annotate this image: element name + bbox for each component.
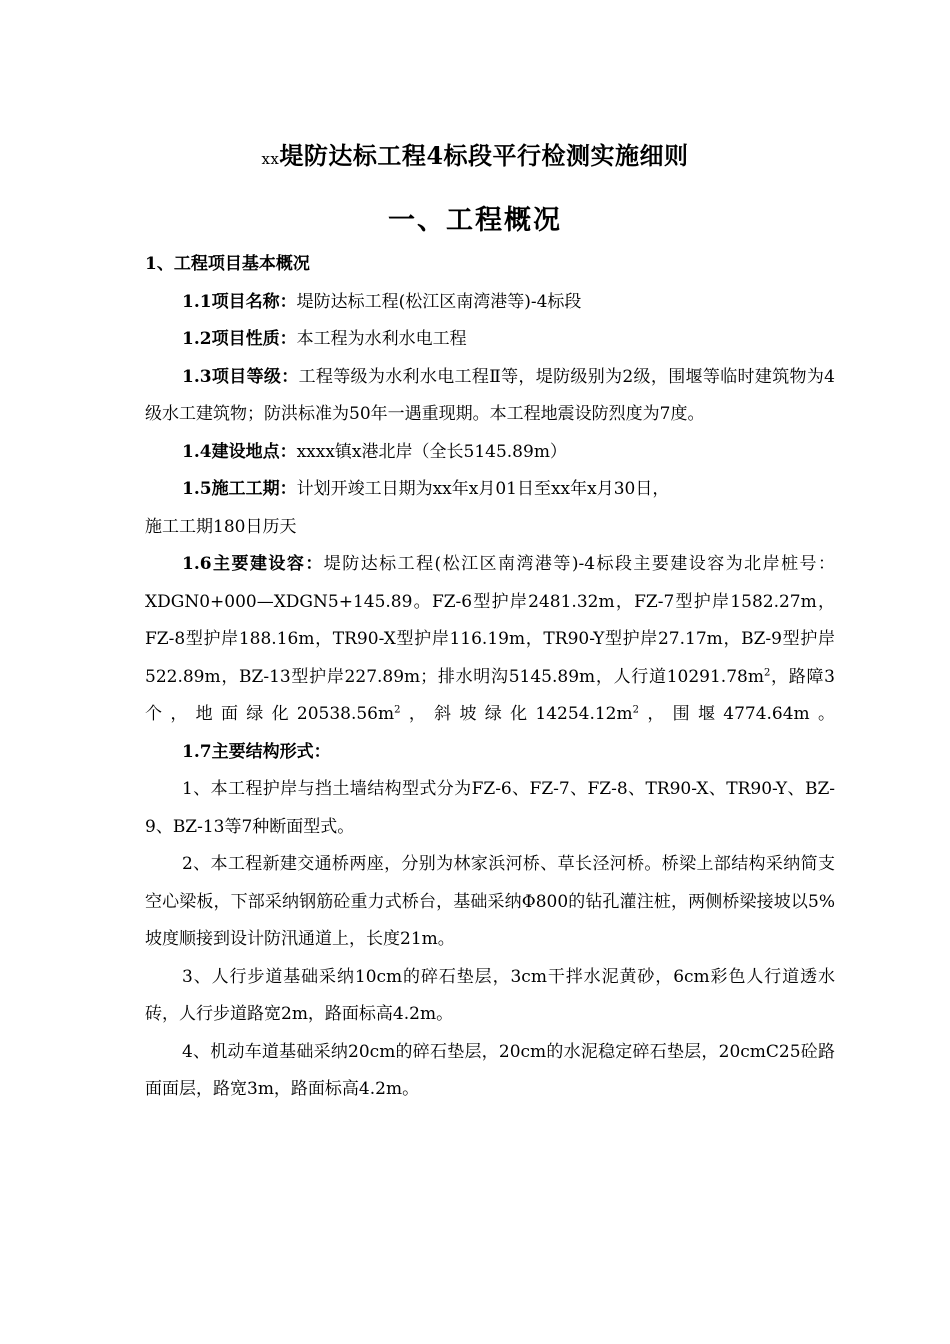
item-1-7	[145, 734, 835, 772]
item-text: 计划开竣工日期为xx年x月01日至xx年x月30日，	[296, 479, 670, 499]
title-prefix: xx	[261, 150, 280, 168]
subsection-heading: 1、工程项目基本概况	[145, 254, 310, 274]
item-label: 1.1项目名称：	[182, 291, 297, 312]
section-heading: 一、工程概况	[388, 205, 562, 236]
item-1-4	[145, 434, 835, 472]
item-1-3	[145, 359, 835, 434]
item-text: 堤防达标工程(松江区南湾港等)-4标段	[296, 291, 582, 312]
structure-point-4: 4、机动车道基础采纳20cm的碎石垫层，20cm的水泥稳定碎石垫层，20cmC25砼路面面层，路宽3m，路面标高4.2m。	[145, 1041, 835, 1099]
item-label: 1.4建设地点：	[182, 441, 297, 462]
structure-point-1: 1、本工程护岸与挡土墙结构型式分为FZ-6、FZ-7、FZ-8、TR90-X、TR90-Y、BZ-9、BZ-13等7种断面型式。	[145, 779, 835, 837]
document-title	[0, 136, 950, 171]
item-text: ，围堰4774.64m。	[639, 704, 835, 724]
item-label: 1.7主要结构形式：	[182, 741, 331, 762]
item-1-5	[145, 471, 835, 509]
structure-point-3: 3、人行步道基础采纳10cm的碎石垫层，3cm干拌水泥黄砂，6cm彩色人行道透水砖，人行步道路宽2m，路面标高4.2m。	[145, 966, 835, 1024]
item-1-6	[145, 546, 835, 734]
superscript: 2	[763, 666, 771, 678]
structure-point-2: 2、本工程新建交通桥两座，分别为林家浜河桥、草长泾河桥。桥梁上部结构采纳简支空心梁板，下部采纳钢筋砼重力式桥台，基础采纳Φ800的钻孔灌注桩，两侧桥梁接坡以5%坡度顺接到设计防汛通道上，长度21m。	[145, 854, 835, 949]
item-text: xxxx镇x港北岸（全长5145.89m）	[296, 441, 567, 462]
item-label: 1.3项目等级：	[182, 366, 299, 387]
item-1-5-continuation: 施工工期180日历天	[145, 516, 297, 537]
document-body	[145, 246, 835, 1109]
superscript: 2	[394, 704, 401, 716]
item-label: 1.5施工工期：	[182, 479, 297, 499]
item-text: ，路障3个，地面绿化20538.56m	[145, 666, 835, 724]
item-1-2	[145, 321, 835, 359]
item-1-1	[145, 284, 835, 322]
superscript: 2	[632, 704, 639, 716]
item-text: 堤防达标工程(松江区南湾港等)-4标段主要建设容为北岸桩号：XDGN0+000—XDGN5+145.89。FZ-6型护岸2481.32m，FZ-7型护岸1582.27m，FZ-8型护岸188.16m，TR90-X型护岸116.19m，TR90-Y型护岸27.17m，BZ-9型护岸522.89m，BZ-13型护岸227.89m；排水明沟5145.89m，人行道10291.78m	[145, 554, 836, 687]
item-label: 1.6主要建设容：	[182, 554, 324, 574]
item-text: ，斜坡绿化14254.12m	[400, 704, 633, 724]
item-text: 工程等级为水利水电工程Ⅱ等，堤防级别为2级，围堰等临时建筑物为4级水工建筑物；防洪标准为50年一遇重现期。本工程地震设防烈度为7度。	[145, 366, 835, 424]
title-main: 堤防达标工程4标段平行检测实施细则	[279, 141, 689, 170]
item-label: 1.2项目性质：	[182, 329, 297, 349]
item-text: 本工程为水利水电工程	[296, 329, 467, 349]
